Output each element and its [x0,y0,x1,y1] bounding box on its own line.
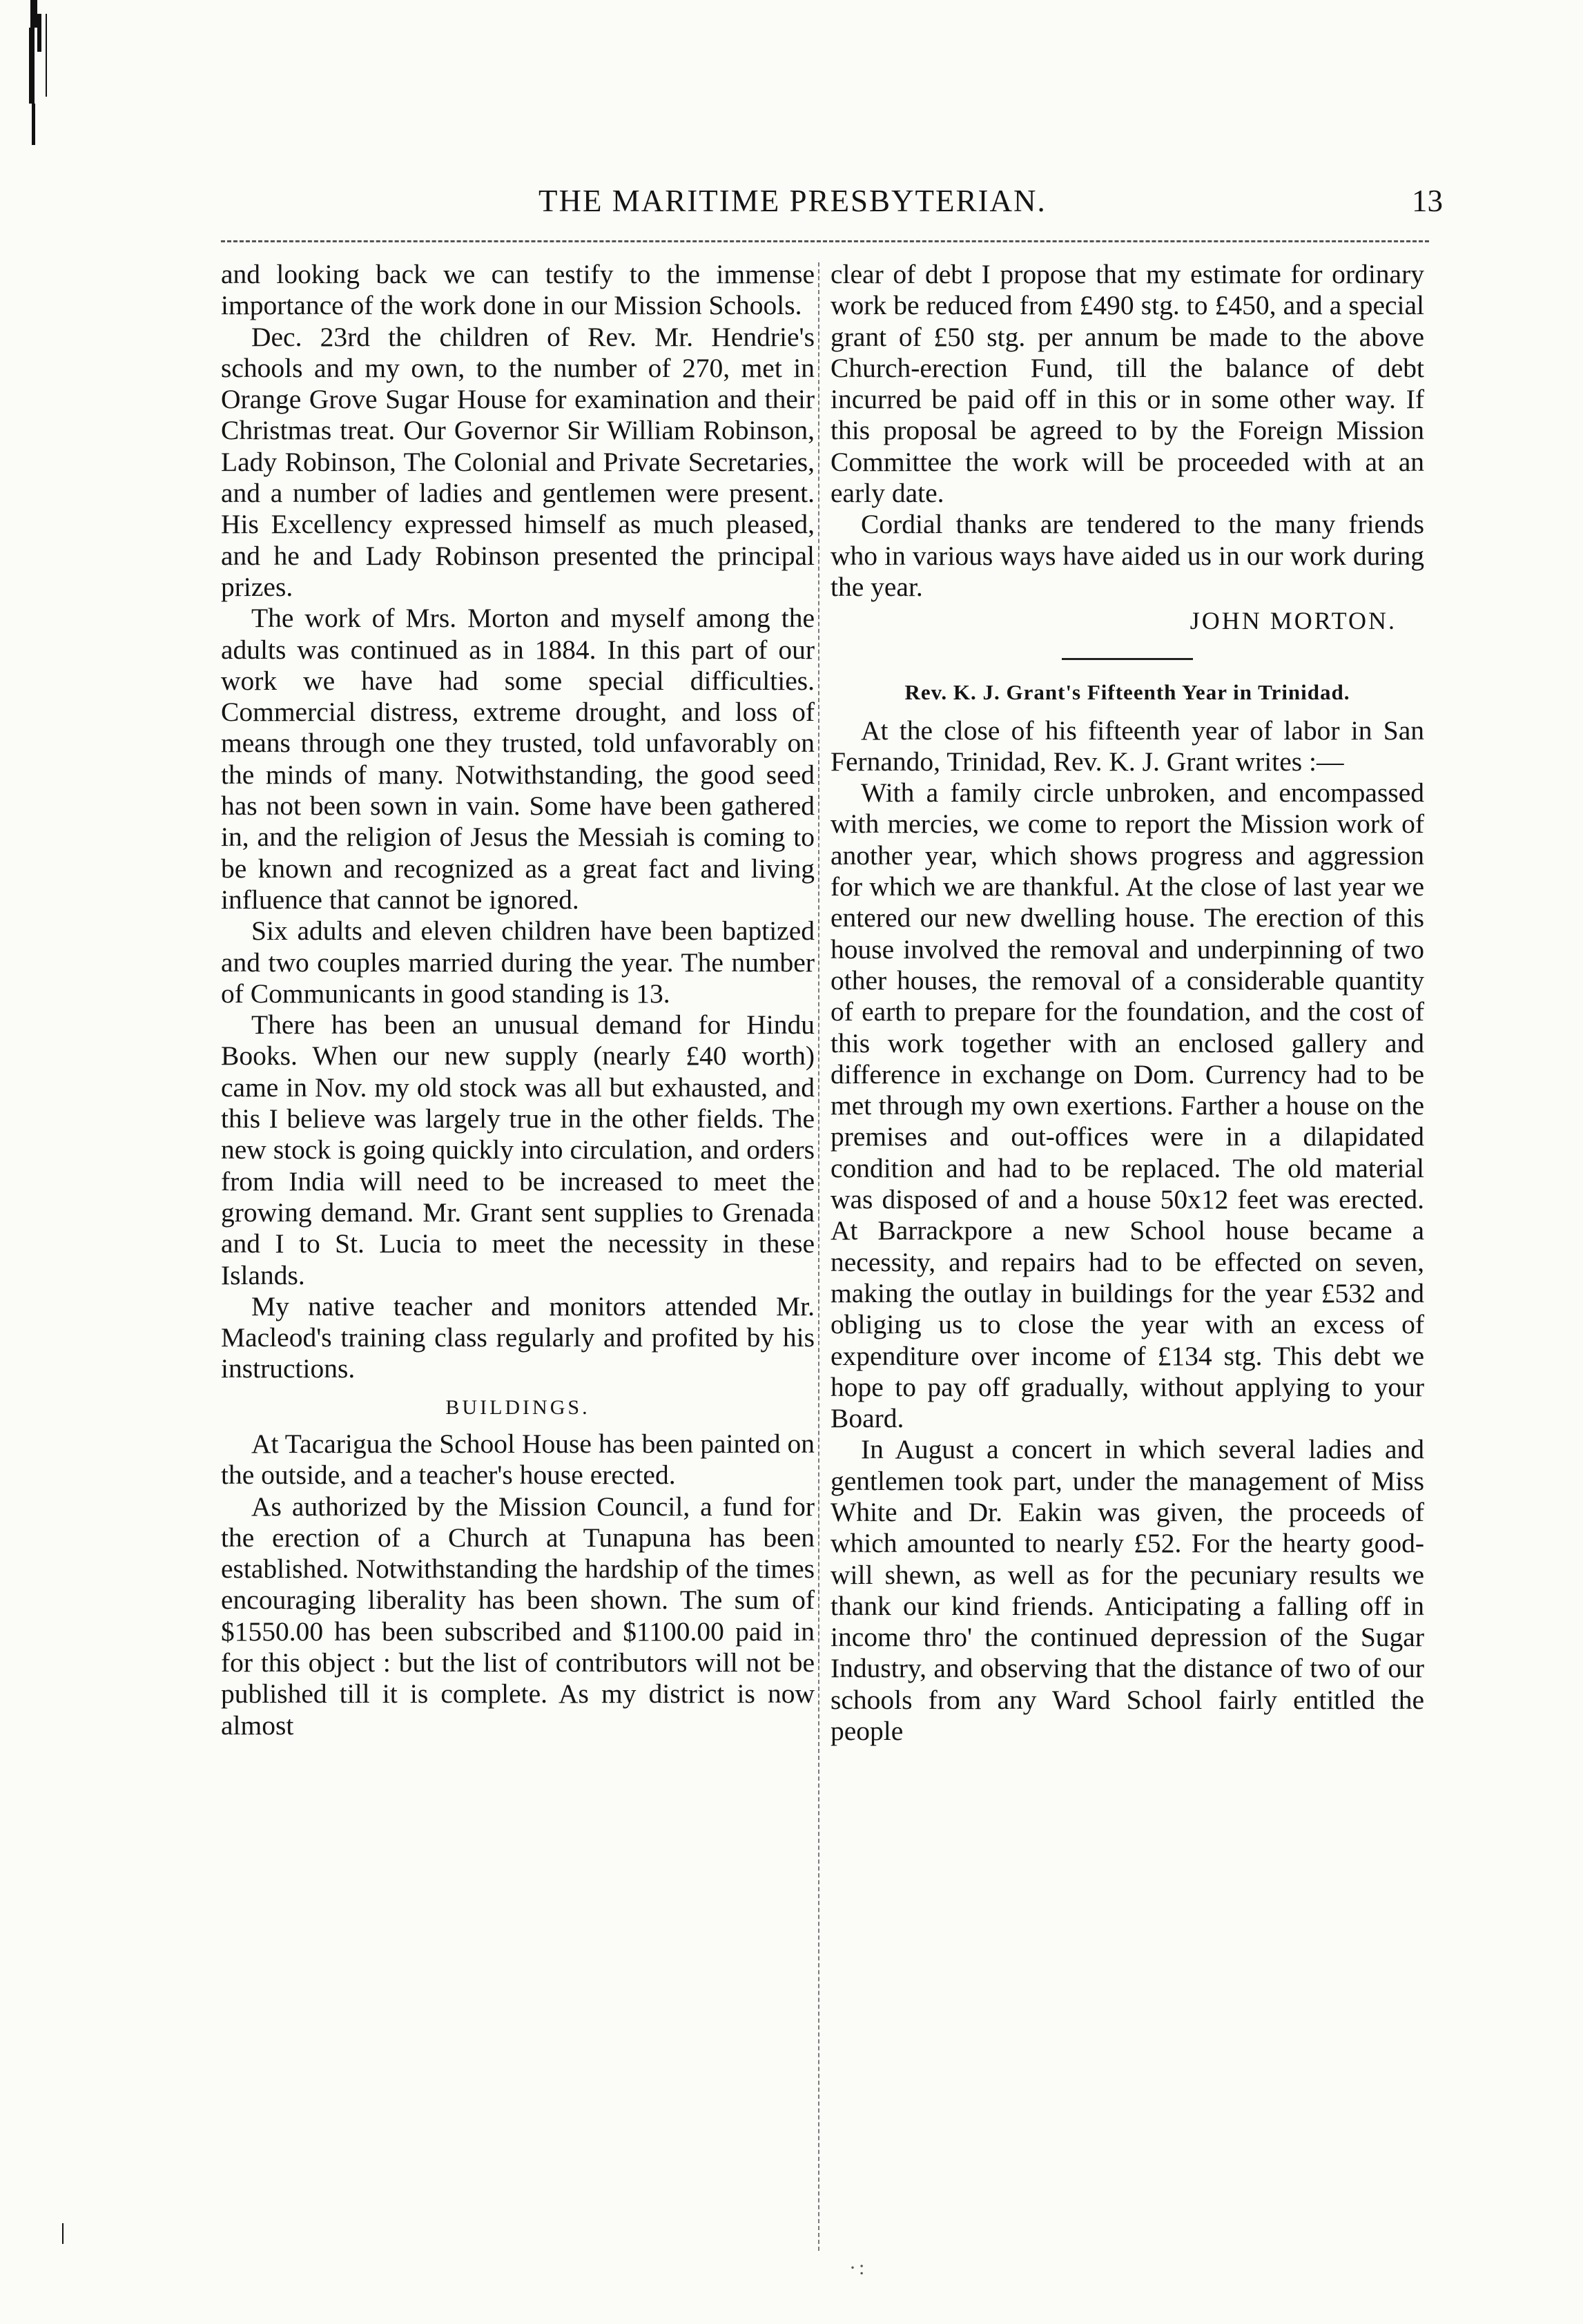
article-separator [1062,658,1193,660]
running-head [207,183,1443,231]
left-column [221,259,815,1741]
header-rule [221,240,1429,242]
paragraph: Six adults and eleven children have been baptized and two couples married during the year. The number of Communicants in good standing is 13. [221,916,815,1009]
binding-edge-marks [28,0,69,2324]
print-speck: ·: [849,2256,868,2279]
paragraph: Cordial thanks are tendered to the many friends who in various ways have aided us in our work during the year. [831,509,1424,602]
page-number: 13 [1412,184,1443,218]
paragraph: My native teacher and monitors attended Mr. Macleod's training class regularly and profited by his instructions. [221,1290,815,1384]
paragraph: Dec. 23rd the children of Rev. Mr. Hendrie's schools and my own, to the number of 270, met in Orange Grove Sugar House for examination and their Christmas treat. Our Governor Sir William Robinson, Lady Robinson, The Colonial and Private Secretaries, and a number of ladies and gentlemen were present. His Excellency expressed himself as much pleased, and he and Lady Robinson presented the principal prizes. [221,321,815,602]
section-heading: BUILDINGS. [445,1395,590,1419]
paragraph: and looking back we can testify to the immense importance of the work done in our Mission Schools. [221,259,815,321]
paragraph: As authorized by the Mission Council, a fund for the erection of a Church at Tunapuna has been established. Notwithstanding the hardship of the times encouraging liberality has been shown. The sum of $1550.00 has been subscribed and $1100.00 paid in for this object : but the list of contributors will not be published till it is complete. As my district is now almost [221,1491,815,1741]
article-heading: Rev. K. J. Grant's Fifteenth Year in Trinidad. [904,679,1350,704]
signature: JOHN MORTON. [1189,607,1397,635]
paragraph: At Tacarigua the School House has been painted on the outside, and a teacher's house erected. [221,1428,815,1491]
journal-title: THE MARITIME PRESBYTERIAN. [538,184,1047,218]
right-column [831,259,1424,1747]
paragraph: With a family circle unbroken, and encompassed with mercies, we come to report the Mission work of another year, which shows progress and aggression for which we are thankful. At the close of last year we entered our new dwelling house. The erection of this house involved the removal and underpinning of two other houses, the removal of a considerable quantity of earth to prepare for the foundation, and the cost of this work together with an enclosed gallery and difference in exchange on Dom. Currency had to be met through my own exertions. Farther a house on the premises and out-offices were in a dilapidated condition and had to be replaced. The old material was disposed of and a house 50x12 feet was erected. At Barrackpore a new School house became a necessity, and repairs had to be effected on seven, making the outlay in buildings for the year £532 and obliging us to close the year with an excess of expenditure over income of £134 stg. This debt we hope to pay off gradually, without applying to your Board. [831,777,1424,1434]
column-divider [818,262,819,2251]
paragraph: The work of Mrs. Morton and myself among the adults was continued as in 1884. In this part of our work we have had some special difficulties. Commercial distress, extreme drought, and loss of means through one they trusted, told unfavorably on the minds of many. Notwithstanding, the good seed has not been sown in vain. Some have been gathered in, and the religion of Jesus the Messiah is coming to be known and recognized as a great fact and living influence that cannot be ignored. [221,603,815,915]
paragraph: There has been an unusual demand for Hindu Books. When our new supply (nearly £40 worth) came in Nov. my old stock was all but exhausted, and this I believe was largely true in the other fields. The new stock is going quickly into circulation, and orders from India will need to be increased to meet the growing demand. Mr. Grant sent supplies to Grenada and I to St. Lucia to meet the necessity in these Islands. [221,1009,815,1290]
paragraph: At the close of his fifteenth year of labor in San Fernando, Trinidad, Rev. K. J. Grant writes :— [831,715,1424,777]
paragraph: In August a concert in which several ladies and gentlemen took part, under the management of Miss White and Dr. Eakin was given, the proceeds of which amounted to nearly £52. For the hearty good-will shewn, as well as for the pecuniary results we thank our kind friends. Anticipating a falling off in income thro' the continued depression of the Sugar Industry, and observing that the distance of two of our schools from any Ward School fairly entitled the people [831,1434,1424,1747]
paragraph: clear of debt I propose that my estimate for ordinary work be reduced from £490 stg. to £450, and a special grant of £50 stg. per annum be made to the above Church-erection Fund, till the balance of debt incurred be paid off in this or in some other way. If this proposal be agreed to by the Foreign Mission Committee the work will be proceeded with at an early date. [831,259,1424,509]
